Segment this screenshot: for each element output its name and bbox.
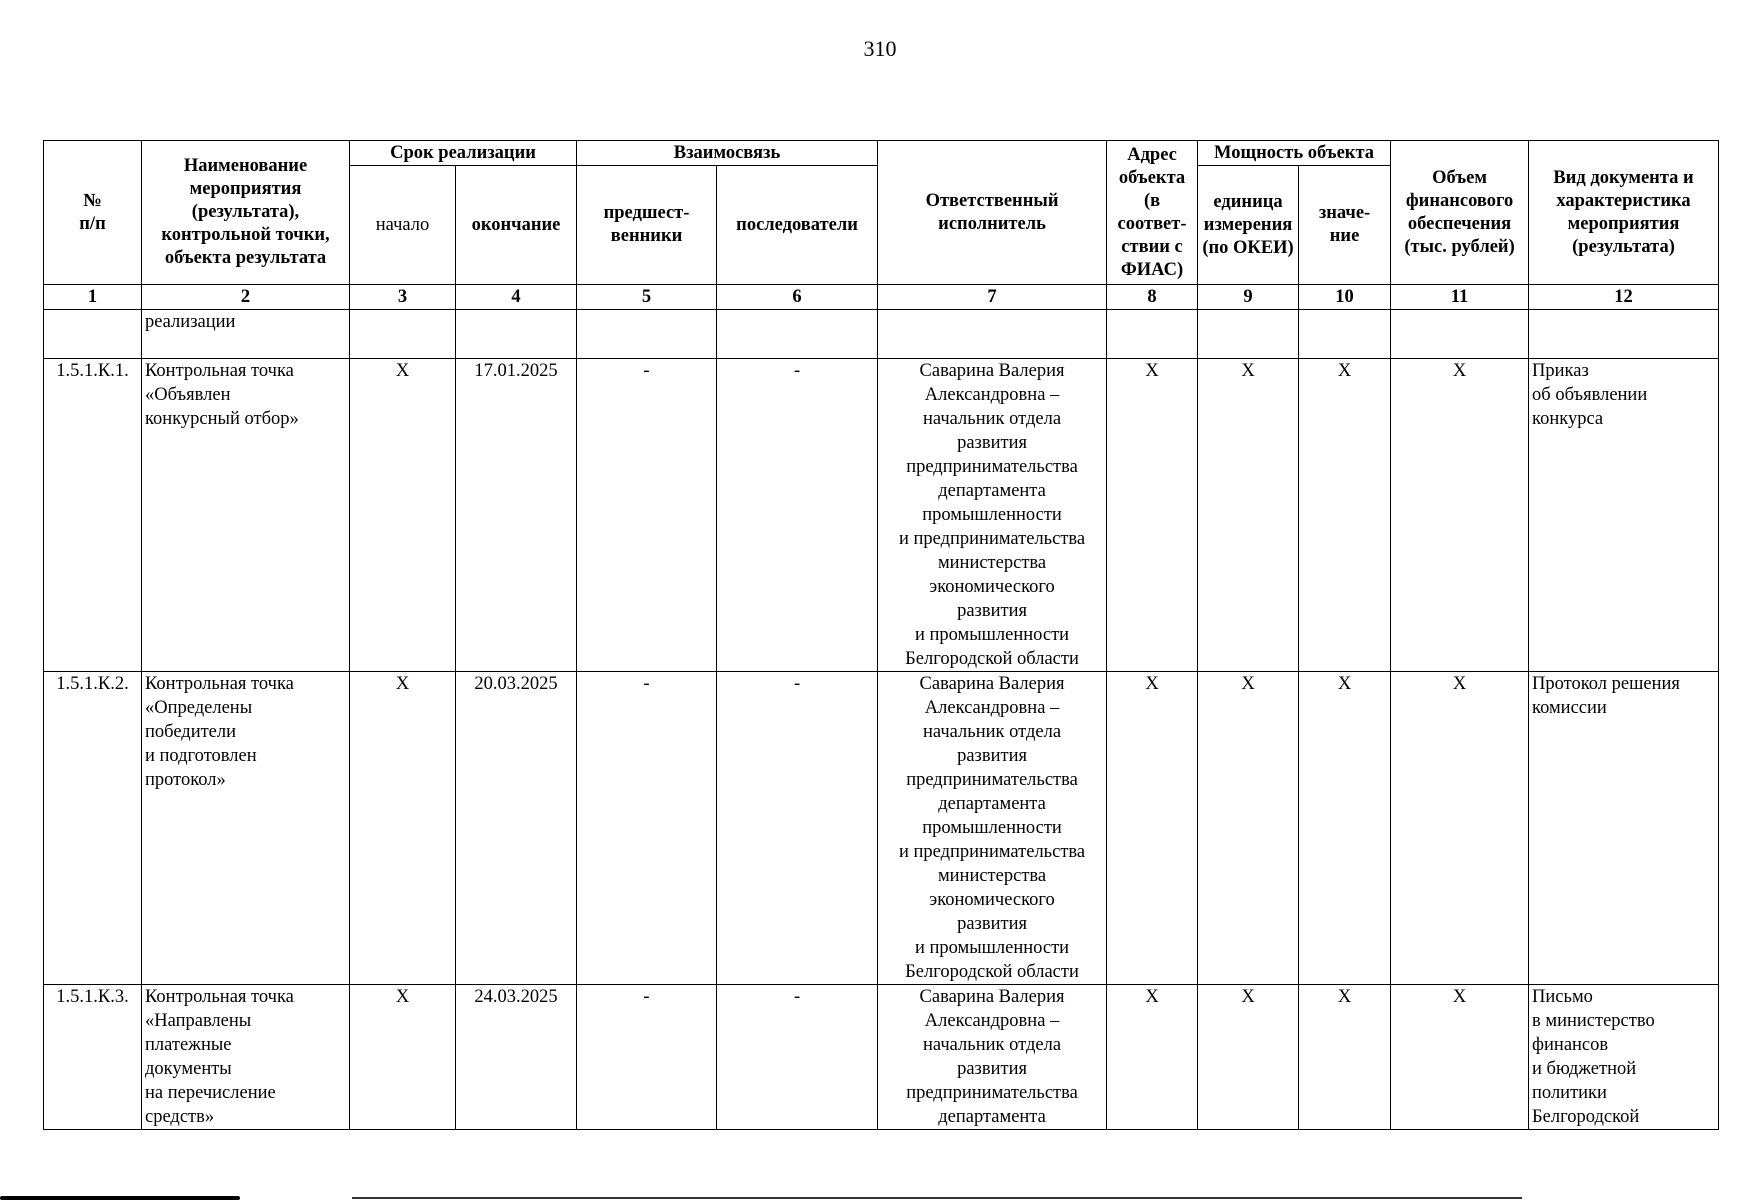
row-finance: Х bbox=[1391, 359, 1529, 672]
column-number: 10 bbox=[1299, 285, 1391, 310]
row-predecessors: - bbox=[577, 359, 717, 672]
column-number: 2 bbox=[142, 285, 350, 310]
header-row-top bbox=[44, 141, 1719, 166]
row-unit: Х bbox=[1198, 672, 1299, 985]
column-number: 1 bbox=[44, 285, 142, 310]
row-end: 17.01.2025 bbox=[456, 359, 577, 672]
cell-empty bbox=[878, 310, 1107, 359]
row-no: 1.5.1.К.2. bbox=[44, 672, 142, 985]
row-finance: Х bbox=[1391, 672, 1529, 985]
row-unit: Х bbox=[1198, 985, 1299, 1130]
header-start: начало bbox=[350, 166, 456, 285]
header-responsible: Ответственный исполнитель bbox=[878, 141, 1107, 285]
header-link-group: Взаимосвязь bbox=[577, 141, 878, 166]
row-doc-type: Приказ об объявлении конкурса bbox=[1529, 359, 1719, 672]
row-successors: - bbox=[717, 985, 878, 1130]
row-successors: - bbox=[717, 359, 878, 672]
column-number: 8 bbox=[1107, 285, 1198, 310]
table-row bbox=[44, 359, 1719, 672]
header-value: значе- ние bbox=[1299, 166, 1391, 285]
header-name: Наименование мероприятия (результата), контрольной точки, объекта результата bbox=[142, 141, 350, 285]
row-no: 1.5.1.К.3. bbox=[44, 985, 142, 1130]
continuation-name: реализации bbox=[142, 310, 350, 359]
row-start: Х bbox=[350, 985, 456, 1130]
row-successors: - bbox=[717, 672, 878, 985]
row-name: Контрольная точка «Определены победители и подготовлен протокол» bbox=[142, 672, 350, 985]
continuation-row bbox=[44, 310, 1719, 359]
cell-empty bbox=[1299, 310, 1391, 359]
header-predecessors: предшест- венники bbox=[577, 166, 717, 285]
column-numbers-row bbox=[44, 285, 1719, 310]
row-doc-type: Письмо в министерство финансов и бюджетной политики Белгородской bbox=[1529, 985, 1719, 1130]
header-doc-type: Вид документа и характеристика мероприятия (результата) bbox=[1529, 141, 1719, 285]
row-name: Контрольная точка «Направлены платежные документы на перечисление средств» bbox=[142, 985, 350, 1130]
cell-empty bbox=[577, 310, 717, 359]
header-no: № п/п bbox=[44, 141, 142, 285]
row-value: Х bbox=[1299, 359, 1391, 672]
column-number: 9 bbox=[1198, 285, 1299, 310]
row-start: Х bbox=[350, 672, 456, 985]
row-address: Х bbox=[1107, 672, 1198, 985]
cell-empty bbox=[1107, 310, 1198, 359]
page-number: 310 bbox=[863, 36, 897, 61]
row-end: 20.03.2025 bbox=[456, 672, 577, 985]
row-unit: Х bbox=[1198, 359, 1299, 672]
column-number: 4 bbox=[456, 285, 577, 310]
header-successors: последователи bbox=[717, 166, 878, 285]
row-predecessors: - bbox=[577, 985, 717, 1130]
row-finance: Х bbox=[1391, 985, 1529, 1130]
plan-table bbox=[43, 140, 1719, 1130]
header-unit: единица измерения (по ОКЕИ) bbox=[1198, 166, 1299, 285]
column-number: 12 bbox=[1529, 285, 1719, 310]
table-row bbox=[44, 672, 1719, 985]
cell-empty bbox=[350, 310, 456, 359]
row-value: Х bbox=[1299, 985, 1391, 1130]
row-predecessors: - bbox=[577, 672, 717, 985]
scan-edge-mark bbox=[0, 1196, 240, 1200]
row-responsible: Саварина Валерия Александровна – начальник отдела развития предпринимательства департамента промышленности и предпринимательства министерства экономического развития и промышленности Белгородской области bbox=[878, 359, 1107, 672]
row-responsible: Саварина Валерия Александровна – начальник отдела развития предпринимательства департамента промышленности и предпринимательства министерства экономического развития и промышленности Белгородской области bbox=[878, 672, 1107, 985]
row-value: Х bbox=[1299, 672, 1391, 985]
cell-empty bbox=[717, 310, 878, 359]
cell-empty bbox=[44, 310, 142, 359]
table-row bbox=[44, 985, 1719, 1130]
row-address: Х bbox=[1107, 985, 1198, 1130]
header-address: Адрес объекта (в соответ-ствии с ФИАС) bbox=[1107, 141, 1198, 285]
row-address: Х bbox=[1107, 359, 1198, 672]
column-number: 6 bbox=[717, 285, 878, 310]
row-start: Х bbox=[350, 359, 456, 672]
row-end: 24.03.2025 bbox=[456, 985, 577, 1130]
cell-empty bbox=[1391, 310, 1529, 359]
header-finance: Объем финансового обеспечения (тыс. рублей) bbox=[1391, 141, 1529, 285]
cell-empty bbox=[1198, 310, 1299, 359]
row-responsible: Саварина Валерия Александровна – начальник отдела развития предпринимательства департамента bbox=[878, 985, 1107, 1130]
row-doc-type: Протокол решения комиссии bbox=[1529, 672, 1719, 985]
cell-empty bbox=[1529, 310, 1719, 359]
column-number: 3 bbox=[350, 285, 456, 310]
column-number: 5 bbox=[577, 285, 717, 310]
column-number: 11 bbox=[1391, 285, 1529, 310]
header-capacity-group: Мощность объекта bbox=[1198, 141, 1391, 166]
header-term-group: Срок реализации bbox=[350, 141, 577, 166]
row-name: Контрольная точка «Объявлен конкурсный отбор» bbox=[142, 359, 350, 672]
column-number: 7 bbox=[878, 285, 1107, 310]
scan-edge-line bbox=[352, 1197, 1522, 1199]
row-no: 1.5.1.К.1. bbox=[44, 359, 142, 672]
cell-empty bbox=[456, 310, 577, 359]
header-end: окончание bbox=[456, 166, 577, 285]
